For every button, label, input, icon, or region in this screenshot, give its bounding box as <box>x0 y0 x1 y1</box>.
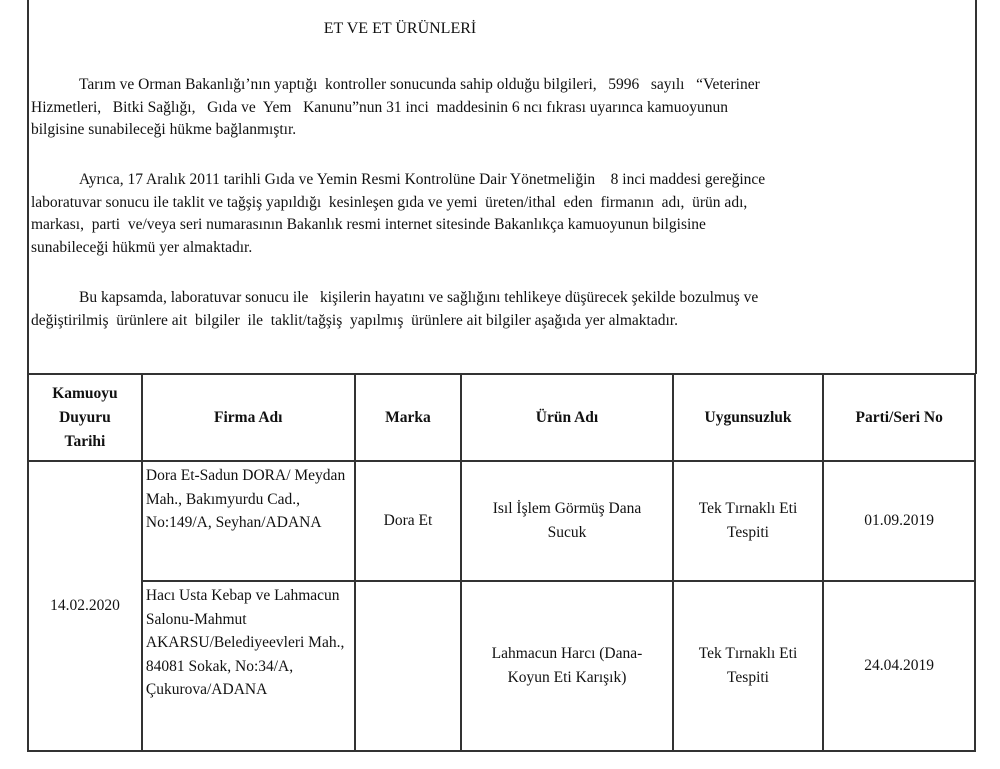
header-nonconformity: Uygunsuzluk <box>673 374 824 461</box>
paragraph-3 <box>31 287 971 332</box>
firm-cell: Dora Et-Sadun DORA/ Meydan Mah., Bakımyurdu Cad., No:149/A, Seyhan/ADANA <box>142 461 355 581</box>
product-cell: Isıl İşlem Görmüş Dana Sucuk <box>461 461 672 581</box>
header-product: Ürün Adı <box>461 374 672 461</box>
table-row <box>28 461 975 581</box>
line: değiştirilmiş ürünlere ait bilgiler ile taklit/tağşiş yapılmış ürünlere ait bilgiler aşağıda yer almaktadır. <box>31 311 678 329</box>
nonconformity-cell: Tek Tırnaklı Eti Tespiti <box>673 461 824 581</box>
document-title: ET VE ET ÜRÜNLERİ <box>323 20 477 37</box>
header-brand: Marka <box>355 374 462 461</box>
header-firm: Firma Adı <box>142 374 355 461</box>
table-row <box>28 581 975 751</box>
announcement-date: 14.02.2020 <box>28 461 142 751</box>
product-cell: Lahmacun Harcı (Dana-Koyun Eti Karışık) <box>461 581 672 751</box>
recall-table <box>27 373 976 752</box>
batch-cell: 24.04.2019 <box>823 581 975 751</box>
line: Ayrıca, 17 Aralık 2011 tarihli Gıda ve Yemin Resmi Kontrolüne Dair Yönetmeliğin 8 inci maddesi gereğince <box>79 171 766 188</box>
paragraph-1 <box>31 74 971 142</box>
header-batch: Parti/Seri No <box>823 374 975 461</box>
line: Tarım ve Orman Bakanlığı’nın yaptığı kontroller sonucunda sahip olduğu bilgileri, 5996 sayılı “Veteriner <box>79 76 760 93</box>
batch-cell: 01.09.2019 <box>823 461 975 581</box>
nonconformity-cell: Tek Tırnaklı Eti Tespiti <box>673 581 824 751</box>
line: Hizmetleri, Bitki Sağlığı, Gıda ve Yem Kanunu”nun 31 inci maddesinin 6 ncı fıkrası uyarınca kamuoyunun <box>31 98 728 116</box>
line: sunabileceği hükmü yer almaktadır. <box>31 238 253 256</box>
header-date: Kamuoyu Duyuru Tarihi <box>28 374 142 461</box>
paragraph-2 <box>31 169 971 259</box>
firm-cell: Hacı Usta Kebap ve Lahmacun Salonu-Mahmut AKARSU/Belediyeevleri Mah., 84081 Sokak, No:34/A, Çukurova/ADANA <box>142 581 355 751</box>
brand-cell: Dora Et <box>355 461 462 581</box>
brand-cell <box>355 581 462 751</box>
line: bilgisine sunabileceği hükme bağlanmıştır. <box>31 121 297 138</box>
line: laboratuvar sonucu ile taklit ve tağşiş yapıldığı kesinleşen gıda ve yemi üreten/ithal eden firmanın adı, ürün adı, <box>31 193 748 211</box>
table-header-row <box>28 374 975 461</box>
line: markası, parti ve/veya seri numarasının Bakanlık resmi internet sitesinde Bakanlıkça kamuoyunun bilgisine <box>31 216 706 233</box>
line: Bu kapsamda, laboratuvar sonucu ile kişilerin hayatını ve sağlığını tehlikeye düşürecek şekilde bozulmuş ve <box>79 289 759 306</box>
